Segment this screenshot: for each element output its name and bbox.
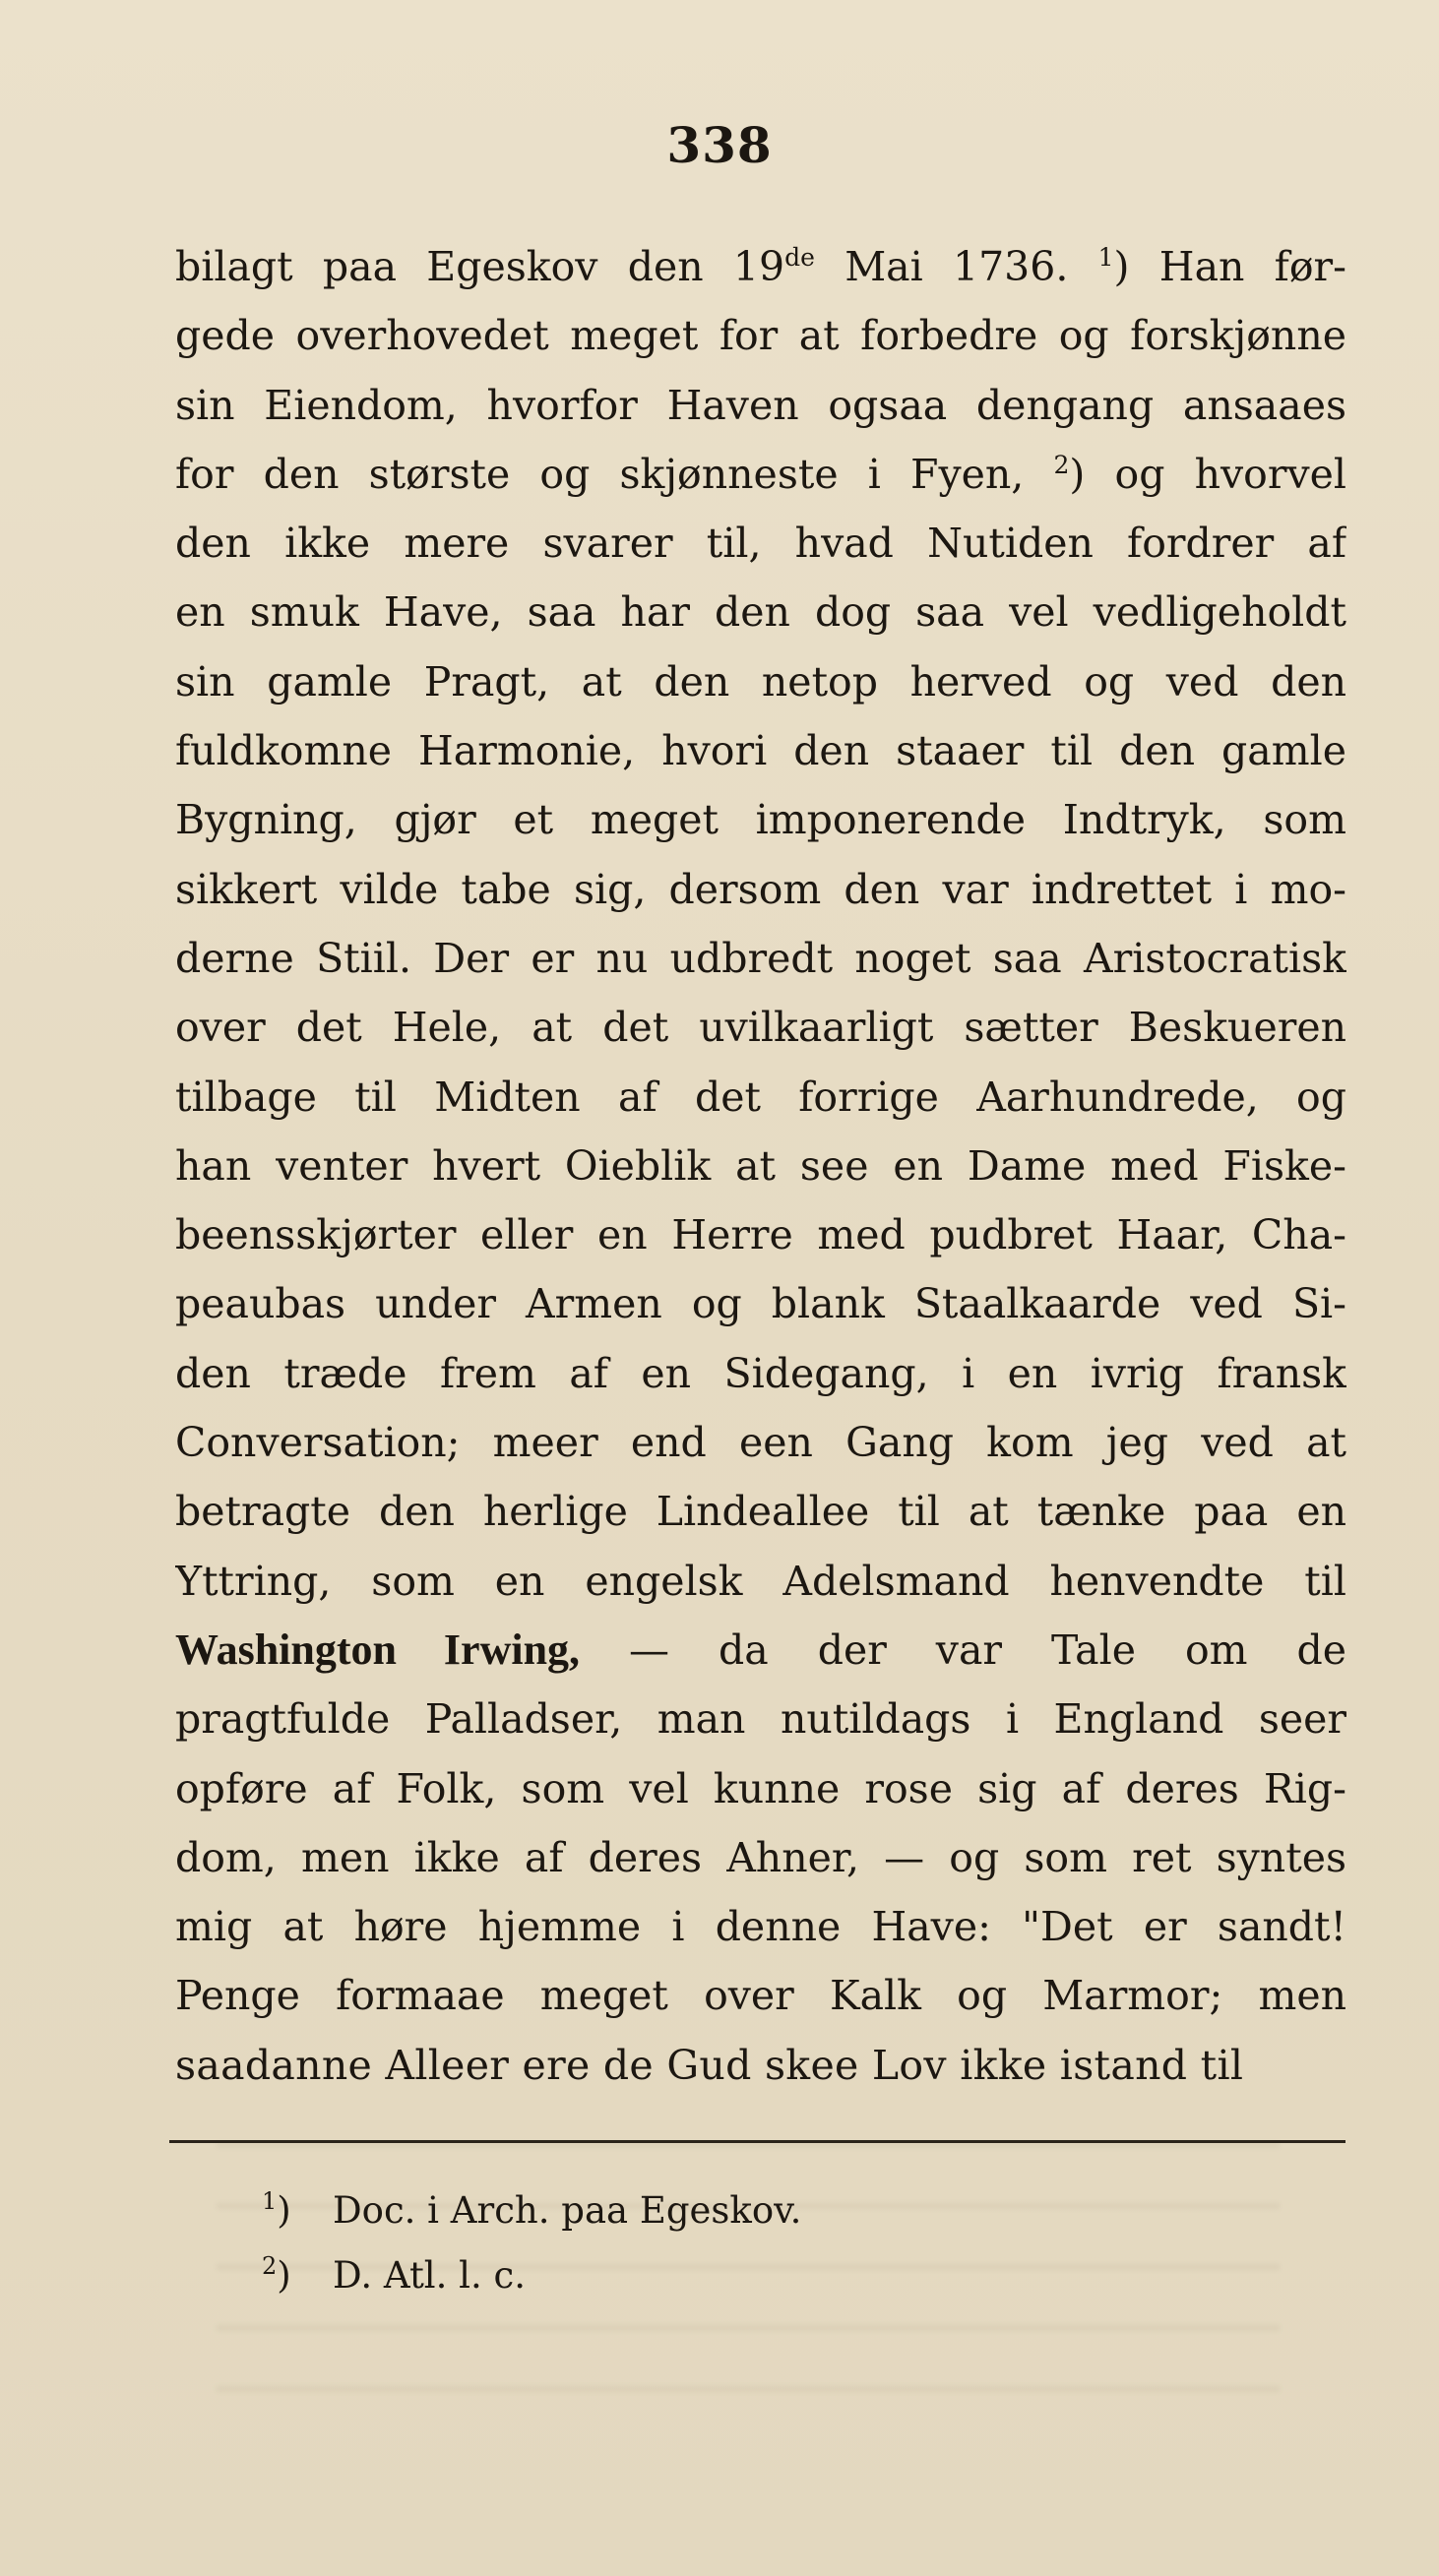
text-line: [175, 1477, 1346, 1546]
line-text: over det Hele, at det uvilkaarligt sætter Beskueren: [175, 1004, 1346, 1052]
text-line: [175, 855, 1346, 924]
line-text: Mai 1736.: [814, 243, 1098, 290]
line-text: peaubas under Armen og blank Staalkaarde ved Si-: [175, 1280, 1346, 1328]
text-line: [175, 509, 1346, 578]
line-text: beensskjørter eller en Herre med pudbret Haar, Cha-: [175, 1211, 1346, 1259]
text-line: [175, 1547, 1346, 1616]
line-text: mig at høre hjemme i denne Have: "Det er sandt!: [175, 1903, 1346, 1951]
text-line: [175, 1339, 1346, 1408]
text-line: [175, 1132, 1346, 1200]
line-text: saadanne Alleer ere de Gud skee Lov ikke istand til: [175, 2041, 1244, 2089]
line-text: en smuk Have, saa har den dog saa vel vedligeholdt: [175, 588, 1346, 637]
line-text: Conversation; meer end een Gang kom jeg ved at: [175, 1419, 1346, 1467]
footnote-text: Doc. i Arch. paa Egeskov.: [333, 2189, 802, 2232]
text-line: [175, 993, 1346, 1062]
text-line: [175, 1063, 1346, 1132]
text-line: [175, 1408, 1346, 1477]
line-text: Penge formaae meget over Kalk og Marmor; men: [175, 1972, 1346, 2020]
text-line: [175, 1685, 1346, 1753]
footnote: [262, 2243, 1246, 2308]
line-text: — da der var Tale om de: [580, 1625, 1346, 1674]
text-line: [175, 578, 1346, 646]
text-line: [175, 1823, 1346, 1892]
text-line: [175, 1616, 1346, 1685]
line-text: dom, men ikke af deres Ahner, — og som ret syntes: [175, 1833, 1346, 1881]
footnote-marker: $^1$): [262, 2187, 291, 2232]
line-text: pragtfulde Palladser, man nutildags i England seer: [175, 1695, 1346, 1744]
line-text: opføre af Folk, som vel kunne rose sig af deres Rig-: [175, 1764, 1346, 1812]
body-text: [175, 232, 1346, 2100]
line-text: ) Han før-: [1113, 243, 1346, 290]
line-text: derne Stiil. Der er nu udbredt noget saa Aristocratisk: [175, 934, 1346, 982]
footnote: [262, 2178, 1246, 2243]
text-line: [175, 647, 1346, 716]
name-emphasis: Washington Irwing,: [175, 1625, 581, 1674]
text-line: [175, 232, 1346, 301]
footnote-number: 1: [262, 2187, 278, 2215]
line-text: gede overhovedet meget for at forbedre og forskjønne: [175, 312, 1346, 360]
page-number: 338: [666, 116, 773, 174]
line-text: han venter hvert Oieblik at see en Dame med Fiske-: [175, 1141, 1346, 1190]
footnote-reference: 2: [1053, 450, 1070, 479]
line-text: tilbage til Midten af det forrige Aarhundrede, og: [175, 1073, 1346, 1121]
line-text: fuldkomne Harmonie, hvori den staaer til den gamle: [175, 727, 1346, 775]
text-line: [175, 1200, 1346, 1269]
line-text: den træde frem af en Sidegang, i en ivrig fransk: [175, 1349, 1346, 1397]
footnote-reference: 1: [1097, 243, 1114, 272]
line-text: for den største og skjønneste i Fyen,: [175, 450, 1054, 498]
text-line: [175, 440, 1346, 509]
line-text: bilagt paa Egeskov den 19: [175, 243, 785, 290]
text-line: [175, 1754, 1346, 1823]
footnotes: [262, 2178, 1246, 2308]
footnote-rule: [169, 2140, 1345, 2143]
text-line: [175, 1269, 1346, 1338]
ordinal-superscript: de: [784, 243, 815, 272]
footnote-text: D. Atl. l. c.: [333, 2254, 527, 2297]
line-text: sin Eiendom, hvorfor Haven ogsaa dengang ansaaes: [175, 381, 1346, 429]
text-line: [175, 716, 1346, 785]
line-text: betragte den herlige Lindeallee til at tænke paa en: [175, 1488, 1346, 1536]
footnote-number: 2: [262, 2252, 278, 2280]
line-text: sin gamle Pragt, at den netop herved og ved den: [175, 657, 1346, 705]
line-text: Yttring, som en engelsk Adelsmand henvendte til: [175, 1557, 1346, 1605]
text-line: [175, 371, 1346, 440]
text-line: [175, 1892, 1346, 1961]
line-text: Bygning, gjør et meget imponerende Indtryk, som: [175, 796, 1346, 844]
text-line: [175, 924, 1346, 993]
text-line: [175, 785, 1346, 854]
text-line: [175, 1961, 1346, 2030]
footnote-marker: $^2$): [262, 2252, 291, 2297]
line-text: ) og hvorvel: [1069, 450, 1346, 498]
line-text: den ikke mere svarer til, hvad Nutiden fordrer af: [175, 520, 1346, 568]
text-line: [175, 301, 1346, 370]
line-text: sikkert vilde tabe sig, dersom den var indrettet i mo-: [175, 865, 1346, 913]
text-line: [175, 2031, 1346, 2100]
